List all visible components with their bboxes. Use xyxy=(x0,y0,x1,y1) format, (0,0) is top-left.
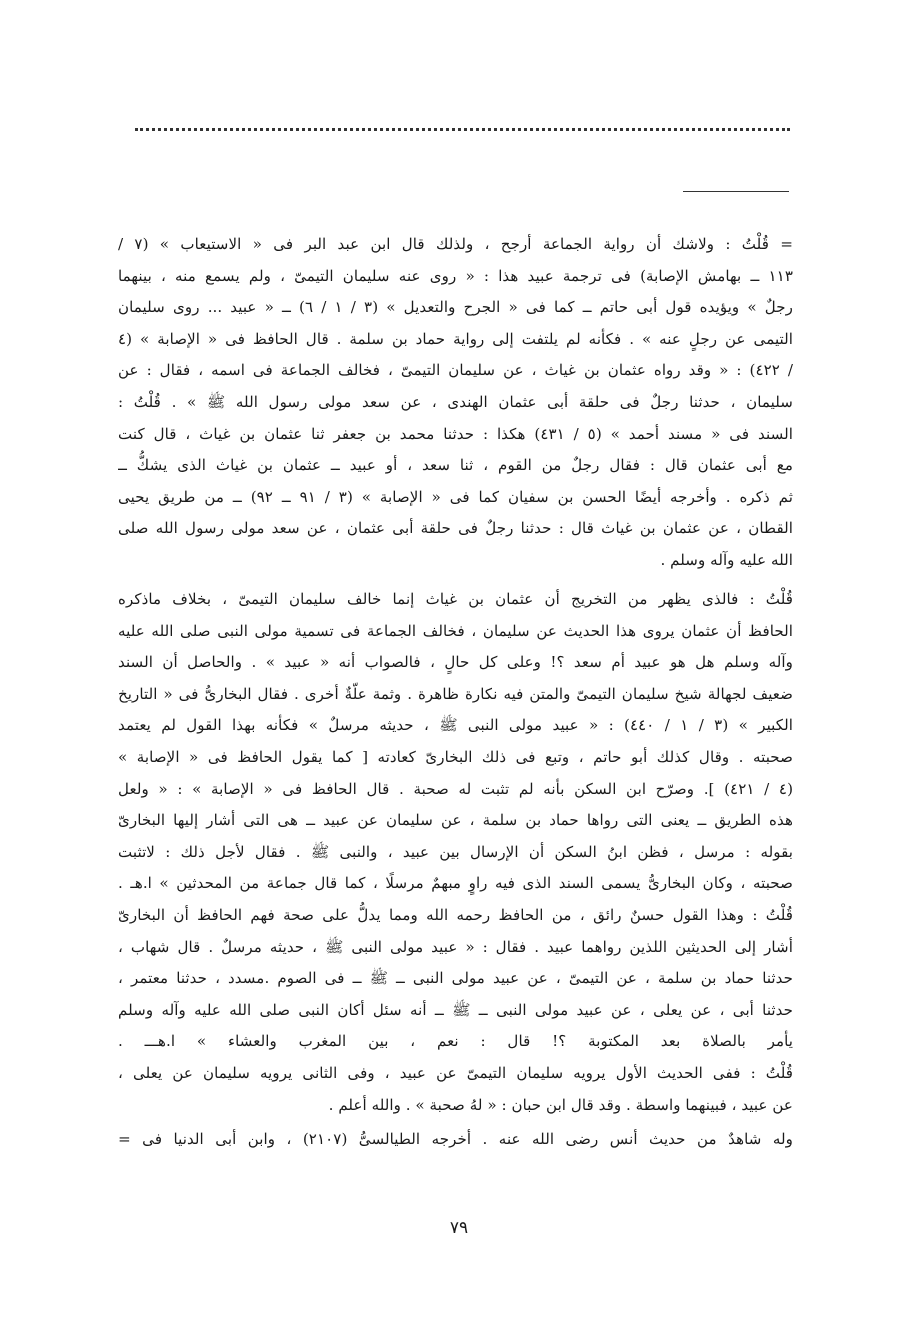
text-line: قُلْتُ : وهذا القول حسنٌ رائق ، من الحافظ رحمه الله ومما يدلُّ على صحة فهم الحافظ أن البخارىّ xyxy=(118,905,793,924)
text-line: هذه الطريق ــ يعنى التى رواها حماد بن سلمة ، عن سليمان عن عبيد ــ هى التى أشار إليها البخارىّ xyxy=(118,811,793,830)
text-line: صحبته . وقال كذلك أبو حاتم ، وتبع فى ذلك البخارىّ كعادته [ كما يقول الحافظ فى « الإصابة » xyxy=(118,747,793,766)
footnote-separator-rule xyxy=(683,191,789,192)
footnote-block-1 xyxy=(118,229,793,577)
text-line: صحبته ، وكان البخارىُّ يسمى السند الذى فيه راوٍ مبهمٌ مرسلًا ، كما قال جماعة من المحدثين » ا.هـ . xyxy=(118,874,793,893)
text-line: يأمر بالصلاة بعد المكتوبة ؟! قال : نعم ، بين المغرب والعشاء » ا.هـــ . xyxy=(118,1032,793,1051)
text-line: القطان ، عن عثمان بن غياث قال : حدثنا رجلٌ فى حلقة أبى عثمان ، عن سعد مولى رسول الله صلى xyxy=(118,519,793,538)
text-line: الكبير » (٣ / ١ / ٤٤٠) : « عبيد مولى النبى ﷺ ، حديثه مرسلٌ » فكأنه بهذا القول لم يعتمد xyxy=(118,716,793,735)
text-line: بقوله : مرسل ، فظن ابنُ السكن أن الإرسال بين عبيد ، والنبى ﷺ . فقال لأجل ذلك : لاتثبت xyxy=(118,842,793,861)
text-line: وآله وسلم هل هو عبيد أم سعد ؟! وعلى كل حالٍ ، فالصواب أنه « عبيد » . والحاصل أن السند xyxy=(118,653,793,672)
text-line: ١١٣ ــ بهامش الإصابة) فى ترجمة عبيد هذا : « روى عنه سليمان التيمىّ ، ولم يسمع منه ، بينهما xyxy=(118,266,793,285)
footnote-block-3 xyxy=(118,1124,793,1156)
text-line: = قُلْتُ : ولاشك أن رواية الجماعة أرجح ، ولذلك قال ابن عبد البر فى « الاستيعاب » (٧ / xyxy=(118,235,793,253)
text-line: قُلْتُ : فالذى يظهر من التخريج أن عثمان بن غياث إنما خالف سليمان التيمىّ ، بخلاف ماذكره xyxy=(118,590,793,608)
text-line: عن عبيد ، فبينهما واسطة . وقد قال ابن حبان : « لهُ صحبة » . والله أعلم . xyxy=(328,1095,793,1114)
text-line: السند فى « مسند أحمد » (٥ / ٤٣١) هكذا : حدثنا محمد بن جعفر ثنا عثمان بن غياث ، قال كنت xyxy=(118,424,793,443)
text-line: / ٤٢٢) : « وقد رواه عثمان بن غياث ، عن سليمان التيمىّ ، فخالف الجماعة فى اسمه ، فقال : عن xyxy=(118,361,793,380)
text-line: أشار إلى الحديثين اللذين رواهما عبيد . فقال : « عبيد مولى النبى ﷺ ، حديثه مرسلٌ . قال شهاب ، xyxy=(118,937,793,956)
text-line: الله عليه وآله وسلم . xyxy=(660,550,793,569)
text-line: ضعيف لجهالة شيخ سليمان التيمىّ والمتن فيه نكارة ظاهرة . وثمة علّةٌ أخرى . فقال البخارىُّ فى « التاريخ xyxy=(118,684,793,703)
footnote-block-2 xyxy=(118,584,793,1121)
text-line: حدثنا حماد بن سلمة ، عن التيمىّ ، عن عبيد مولى النبى ــ ﷺ ــ فى الصوم .مسدد ، حدثنا معتمر ، xyxy=(118,969,793,988)
text-line: الحافظ أن عثمان يروى هذا الحديث عن سليمان ، فخالف الجماعة فى تسمية مولى النبى صلى الله عليه xyxy=(118,621,793,640)
text-line: قُلْتُ : ففى الحديث الأول يرويه سليمان التيمىّ عن عبيد ، وفى الثانى يرويه سليمان عن يعلى ، xyxy=(118,1063,793,1082)
dotted-separator xyxy=(135,128,790,131)
page-number: ٧٩ xyxy=(449,1218,469,1238)
text-line: التيمى عن رجلٍ عنه » . فكأنه لم يلتفت إلى رواية حماد بن سلمة . قال الحافظ فى « الإصابة » (٤ xyxy=(118,329,793,348)
text-line: مع أبى عثمان قال : فقال رجلٌ من القوم ، ثنا سعد ، أو عبيد ــ عثمان بن غياث الذى يشكُّ ــ xyxy=(118,456,793,475)
text-line: رجلٌ » ويؤيده قول أبى حاتم ــ كما فى « الجرح والتعديل » (٣ / ١ / ٦) ــ « عبيد ... روى سليمان xyxy=(118,298,793,317)
text-line: (٤ / ٤٢١) ]. وصرّح ابن السكن بأنه لم تثبت له صحبة . قال الحافظ فى « الإصابة » : « ولعل xyxy=(118,779,793,798)
text-line: حدثنا أبى ، عن يعلى ، عن عبيد مولى النبى ــ ﷺ ــ أنه سئل أكان النبى صلى الله عليه وآله وسلم xyxy=(118,1000,793,1019)
text-line: وله شاهدٌ من حديث أنس رضى الله عنه . أخرجه الطيالسىُّ (٢١٠٧) ، وابن أبى الدنيا فى = xyxy=(118,1130,793,1148)
text-line: ثم ذكره . وأخرجه أيضًا الحسن بن سفيان كما فى « الإصابة » (٣ / ٩١ ــ ٩٢) ــ من طريق يحيى xyxy=(118,487,793,506)
text-line: سليمان ، حدثنا رجلٌ فى حلقة أبى عثمان الهندى ، عن سعد مولى رسول الله ﷺ » . قُلْتُ : xyxy=(118,392,793,411)
